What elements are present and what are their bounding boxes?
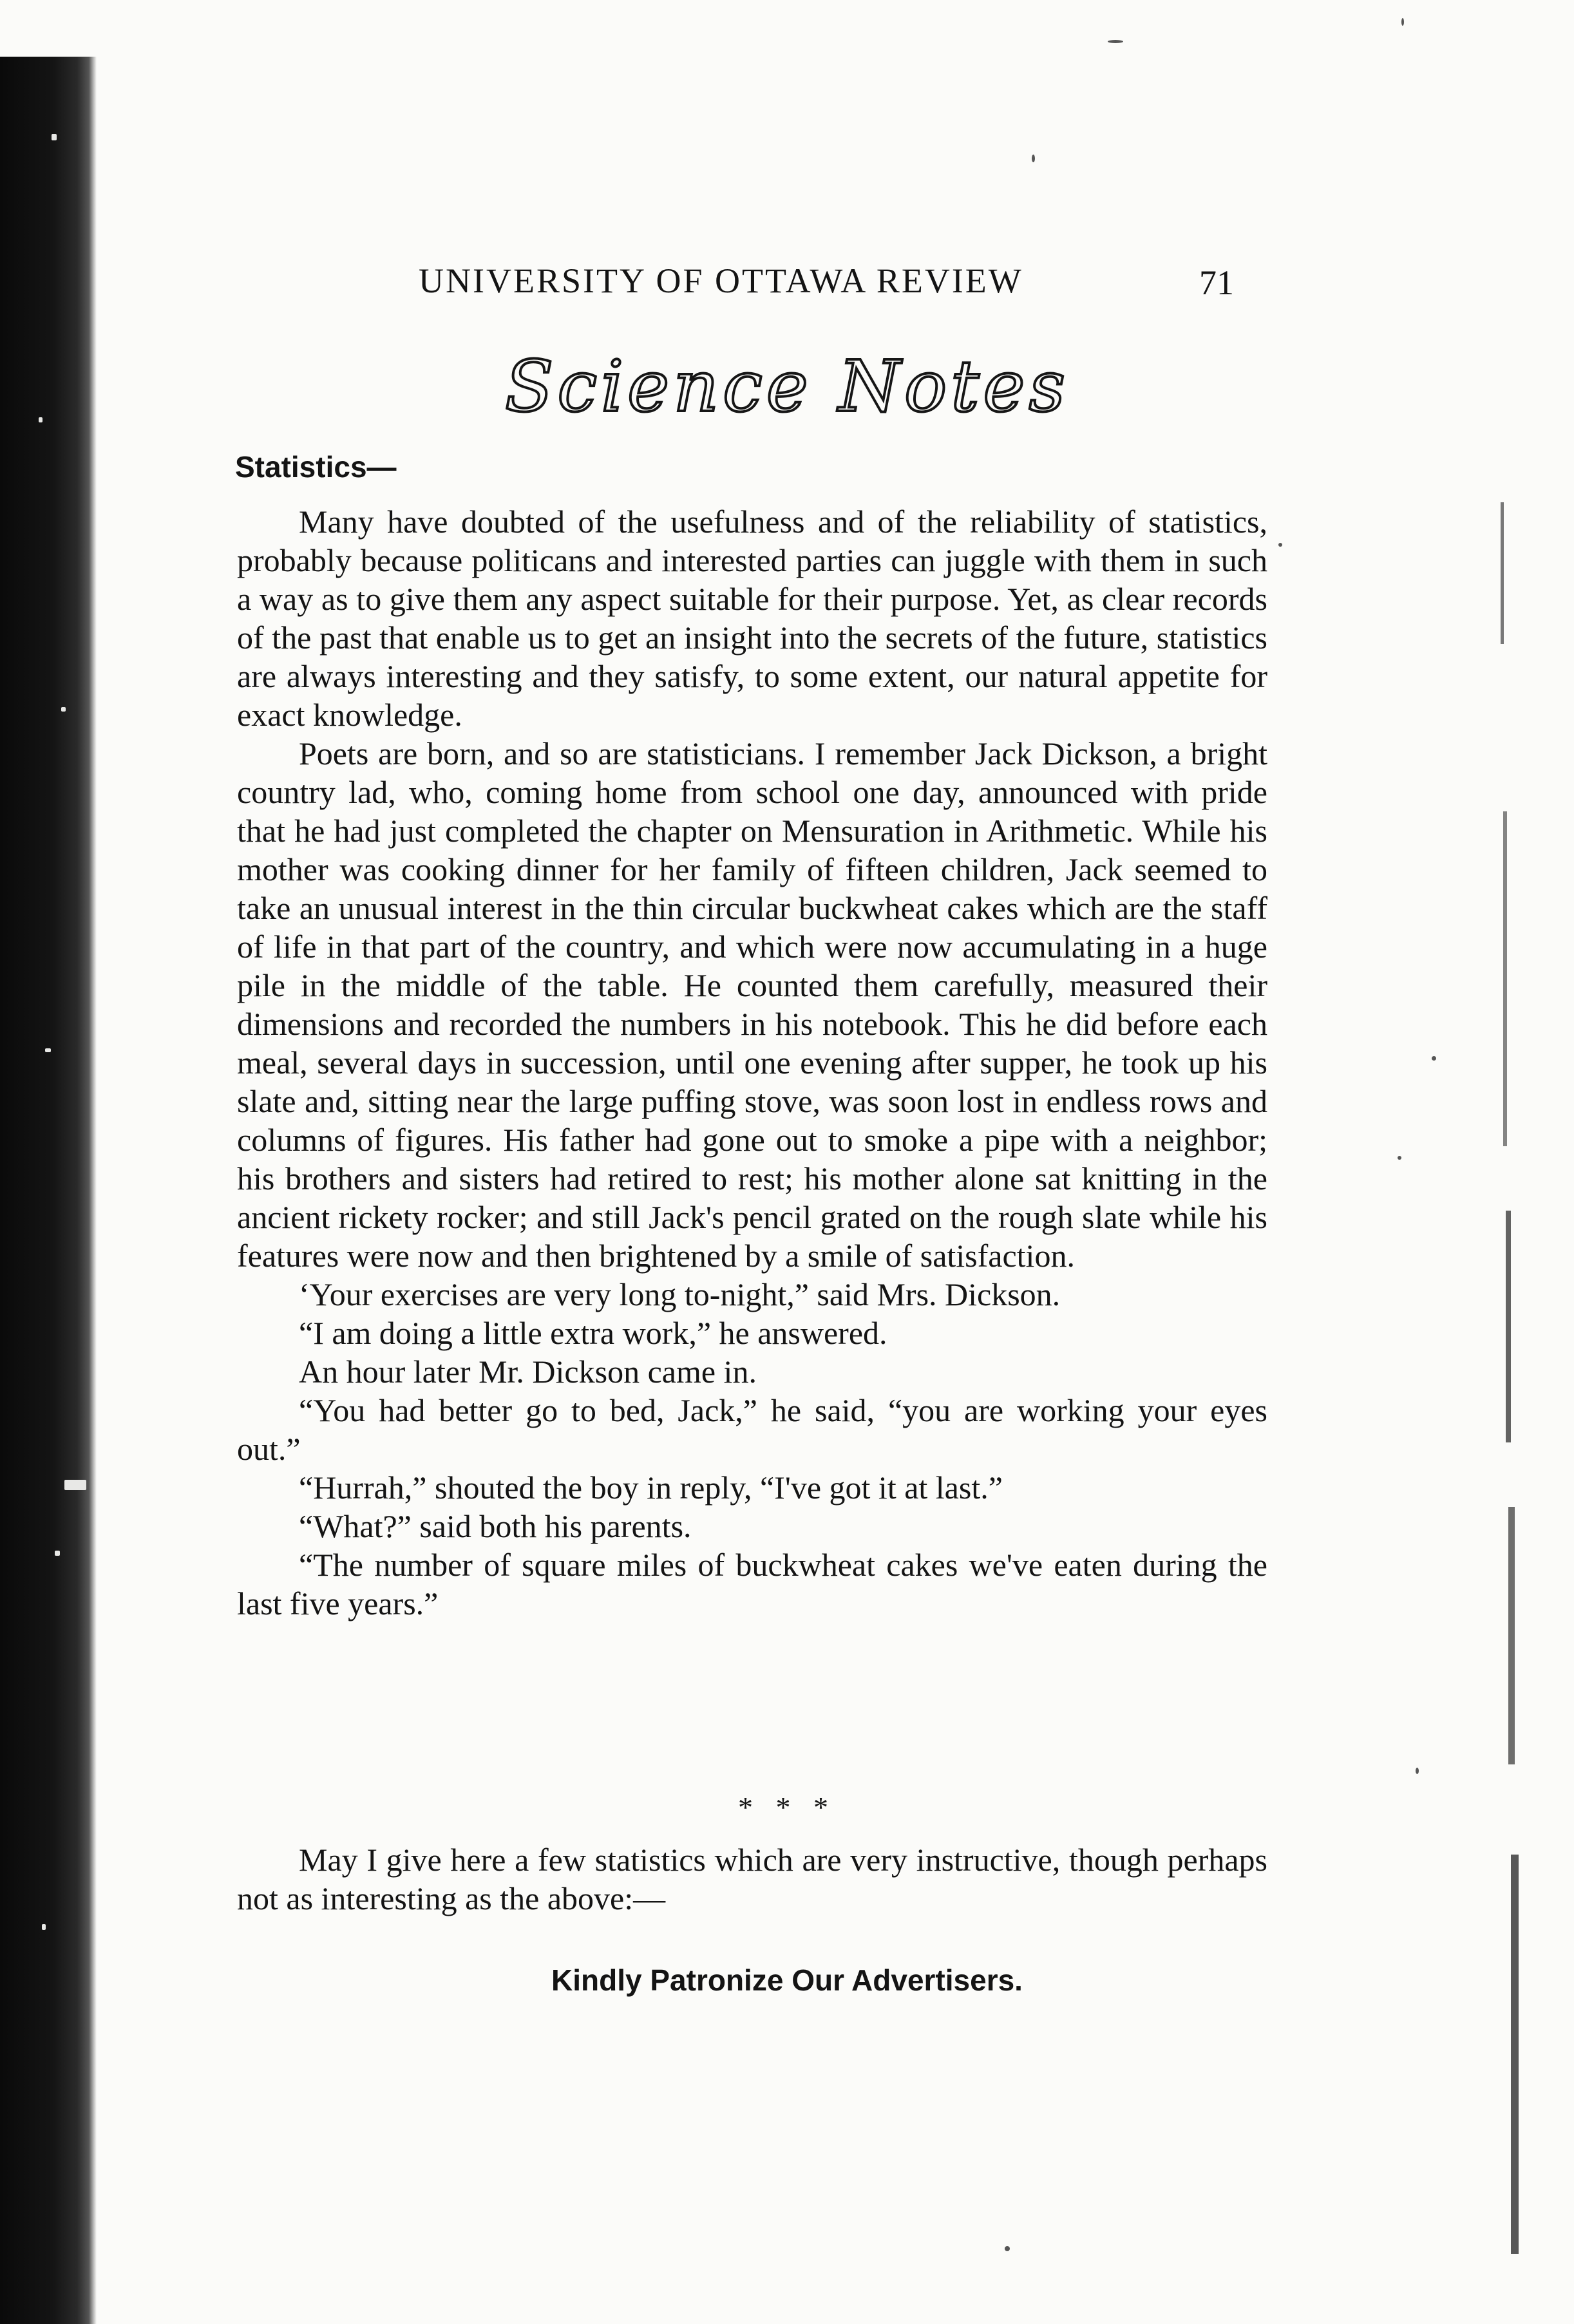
section-title: Science Notes — [505, 345, 1069, 428]
article-paragraph: ‘Your exercises are very long to-night,” said Mrs. Dickson. — [299, 1276, 1061, 1312]
closing-paragraph: May I give here a few statistics which are very instructive, though perhaps not as interesting as the above:— — [237, 1842, 1267, 1916]
scan-speck — [45, 1048, 51, 1052]
advertiser-footer: Kindly Patronize Our Advertisers. — [551, 1963, 1023, 1997]
scan-speck — [61, 707, 66, 712]
section-separator: * * * — [738, 1791, 836, 1824]
scan-speck — [1005, 2246, 1010, 2251]
article-paragraph: Many have doubted of the usefulness and of the reliability of statistics, probably because politicans and interested parties can juggle with them in such a way as to give them any aspect suitable for their purpose. Yet, as clear records of the past that enable us to get an insight into the secrets of the future, statistics are always interesting and they satisfy, to some extent, our natural appetite for exact knowledge. — [237, 504, 1267, 733]
scan-speck — [1398, 1156, 1401, 1160]
edge-band — [1506, 1211, 1511, 1442]
scan-speck — [55, 1551, 60, 1556]
edge-band — [1503, 811, 1507, 1146]
article-subhead: Statistics— — [235, 450, 397, 484]
article-paragraph: “You had better go to bed, Jack,” he said, “you are working your eyes out.” — [237, 1392, 1267, 1467]
article-body — [237, 502, 1267, 1623]
article-paragraph: “I am doing a little extra work,” he answered. — [299, 1315, 887, 1351]
scan-speck — [52, 134, 57, 140]
edge-band — [1501, 502, 1504, 644]
scan-speck — [1278, 543, 1282, 547]
article-paragraph: “What?” said both his parents. — [299, 1508, 692, 1544]
scan-speck — [1108, 40, 1123, 43]
scan-speck — [64, 1480, 86, 1490]
scan-speck — [42, 1924, 46, 1930]
article-paragraph: An hour later Mr. Dickson came in. — [299, 1354, 757, 1390]
article-paragraph: Poets are born, and so are statisticians. I remember Jack Dickson, a bright country lad, who, coming home from school one day, announced with pride that he had just completed the chapter on Mensuration in Arithmetic. While his mother was cooking dinner for her family of fifteen children, Jack seemed to take an unusual interest in the thin circular buckwheat cakes which are the staff of life in that part of the country, and which were now accumulating in a huge pile in the middle of the table. He counted them carefully, measured their dimensions and recorded the numbers in his notebook. This he did before each meal, several days in succession, until one evening after supper, he took up his slate and, sitting near the large puffing stove, was soon lost in endless rows and columns of figures. His father had gone out to smoke a pipe with a neighbor; his brothers and sisters had retired to rest; his mother alone sat knitting in the ancient rickety rocker; and still Jack's pencil grated on the rough slate while his features were now and then brightened by a smile of satisfaction. — [237, 735, 1267, 1274]
edge-band — [1511, 1855, 1519, 2254]
scan-speck — [1416, 1768, 1419, 1774]
closing-section — [237, 1840, 1267, 1918]
scan-speck — [1401, 18, 1404, 26]
article-paragraph: “Hurrah,” shouted the boy in reply, “I've got it at last.” — [299, 1469, 1003, 1506]
page-number: 71 — [1199, 263, 1234, 302]
scan-speck — [1432, 1056, 1436, 1061]
scan-speck — [1032, 155, 1035, 162]
running-title: UNIVERSITY OF OTTAWA REVIEW — [419, 261, 1023, 300]
article-paragraph: “The number of square miles of buckwheat cakes we've eaten during the last five years.” — [237, 1547, 1267, 1621]
edge-band — [1508, 1507, 1515, 1764]
